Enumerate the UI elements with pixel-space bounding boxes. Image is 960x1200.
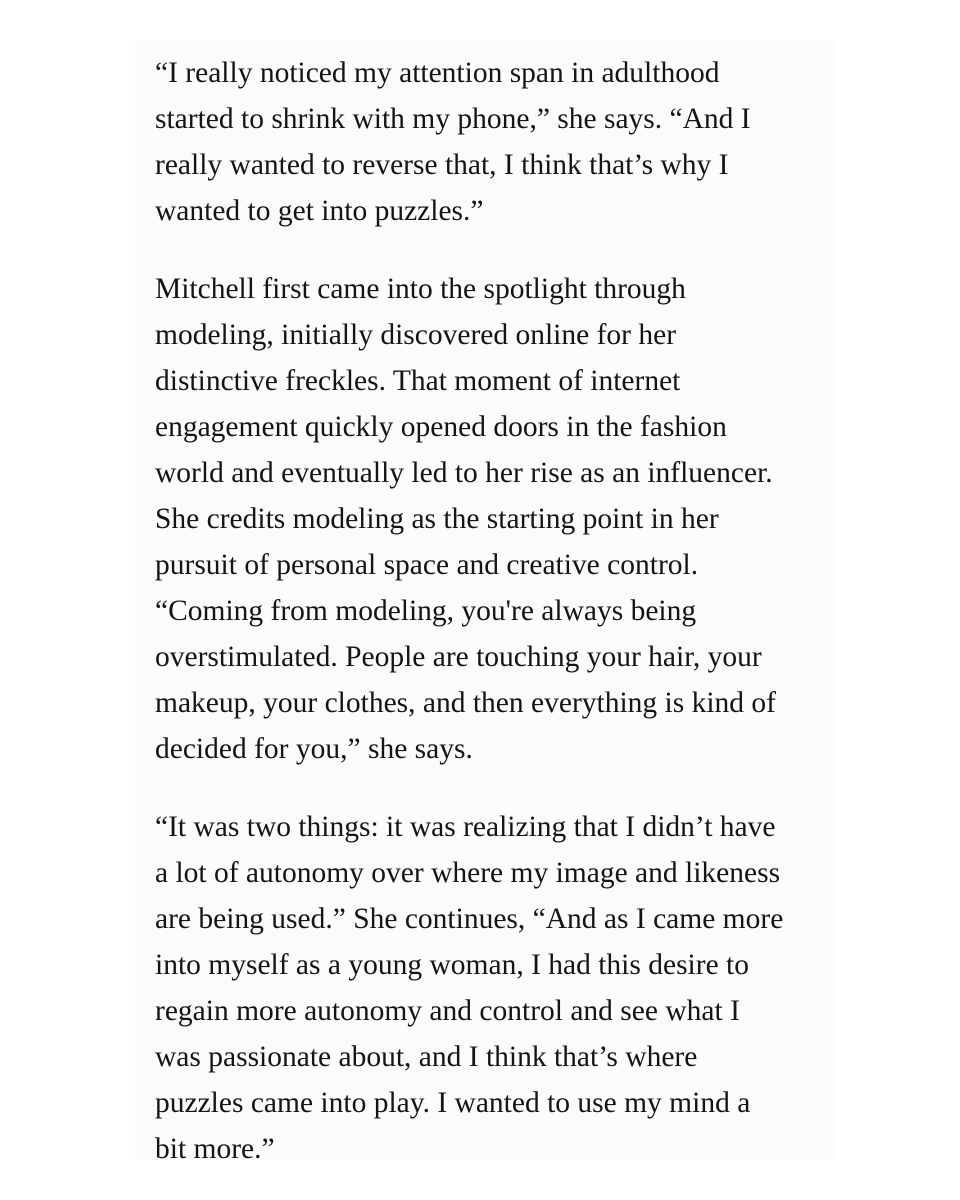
paragraph-line: She credits modeling as the starting point in her bbox=[155, 503, 719, 535]
paragraph-2 bbox=[155, 266, 835, 772]
paragraph-line: modeling, initially discovered online for her bbox=[155, 319, 677, 351]
paragraph-line: regain more autonomy and control and see what I bbox=[155, 995, 740, 1027]
paragraph-3 bbox=[155, 804, 835, 1172]
paragraph-line: are being used.” She continues, “And as I came more bbox=[155, 903, 784, 935]
paragraph-line: into myself as a young woman, I had this desire to bbox=[155, 949, 749, 981]
paragraph-line: really wanted to reverse that, I think that’s why I bbox=[155, 149, 729, 181]
article-body bbox=[155, 50, 835, 1172]
paragraph-line: “It was two things: it was realizing that I didn’t have bbox=[155, 811, 776, 843]
paragraph-line: Mitchell first came into the spotlight through bbox=[155, 273, 686, 305]
paragraph-line: “I really noticed my attention span in adulthood bbox=[155, 57, 720, 89]
paragraph-line: bit more.” bbox=[155, 1133, 275, 1165]
paragraph-spacer bbox=[155, 234, 835, 266]
paragraph-line: a lot of autonomy over where my image and likeness bbox=[155, 857, 781, 889]
paragraph-line: pursuit of personal space and creative control. bbox=[155, 549, 699, 581]
paragraph-line: makeup, your clothes, and then everything is kind of bbox=[155, 687, 776, 719]
paragraph-line: was passionate about, and I think that’s where bbox=[155, 1041, 698, 1073]
paragraph-line: wanted to get into puzzles.” bbox=[155, 195, 484, 227]
paragraph-line: puzzles came into play. I wanted to use my mind a bbox=[155, 1087, 751, 1119]
paragraph-spacer bbox=[155, 772, 835, 804]
paragraph-line: world and eventually led to her rise as an influencer. bbox=[155, 457, 773, 489]
paragraph-line: engagement quickly opened doors in the fashion bbox=[155, 411, 727, 443]
paragraph-line: decided for you,” she says. bbox=[155, 733, 473, 765]
paragraph-line: overstimulated. People are touching your hair, your bbox=[155, 641, 762, 673]
paragraph-line: “Coming from modeling, you're always being bbox=[155, 595, 697, 627]
paragraph-1 bbox=[155, 50, 835, 234]
paragraph-line: started to shrink with my phone,” she says. “And I bbox=[155, 103, 751, 135]
paragraph-line: distinctive freckles. That moment of internet bbox=[155, 365, 681, 397]
